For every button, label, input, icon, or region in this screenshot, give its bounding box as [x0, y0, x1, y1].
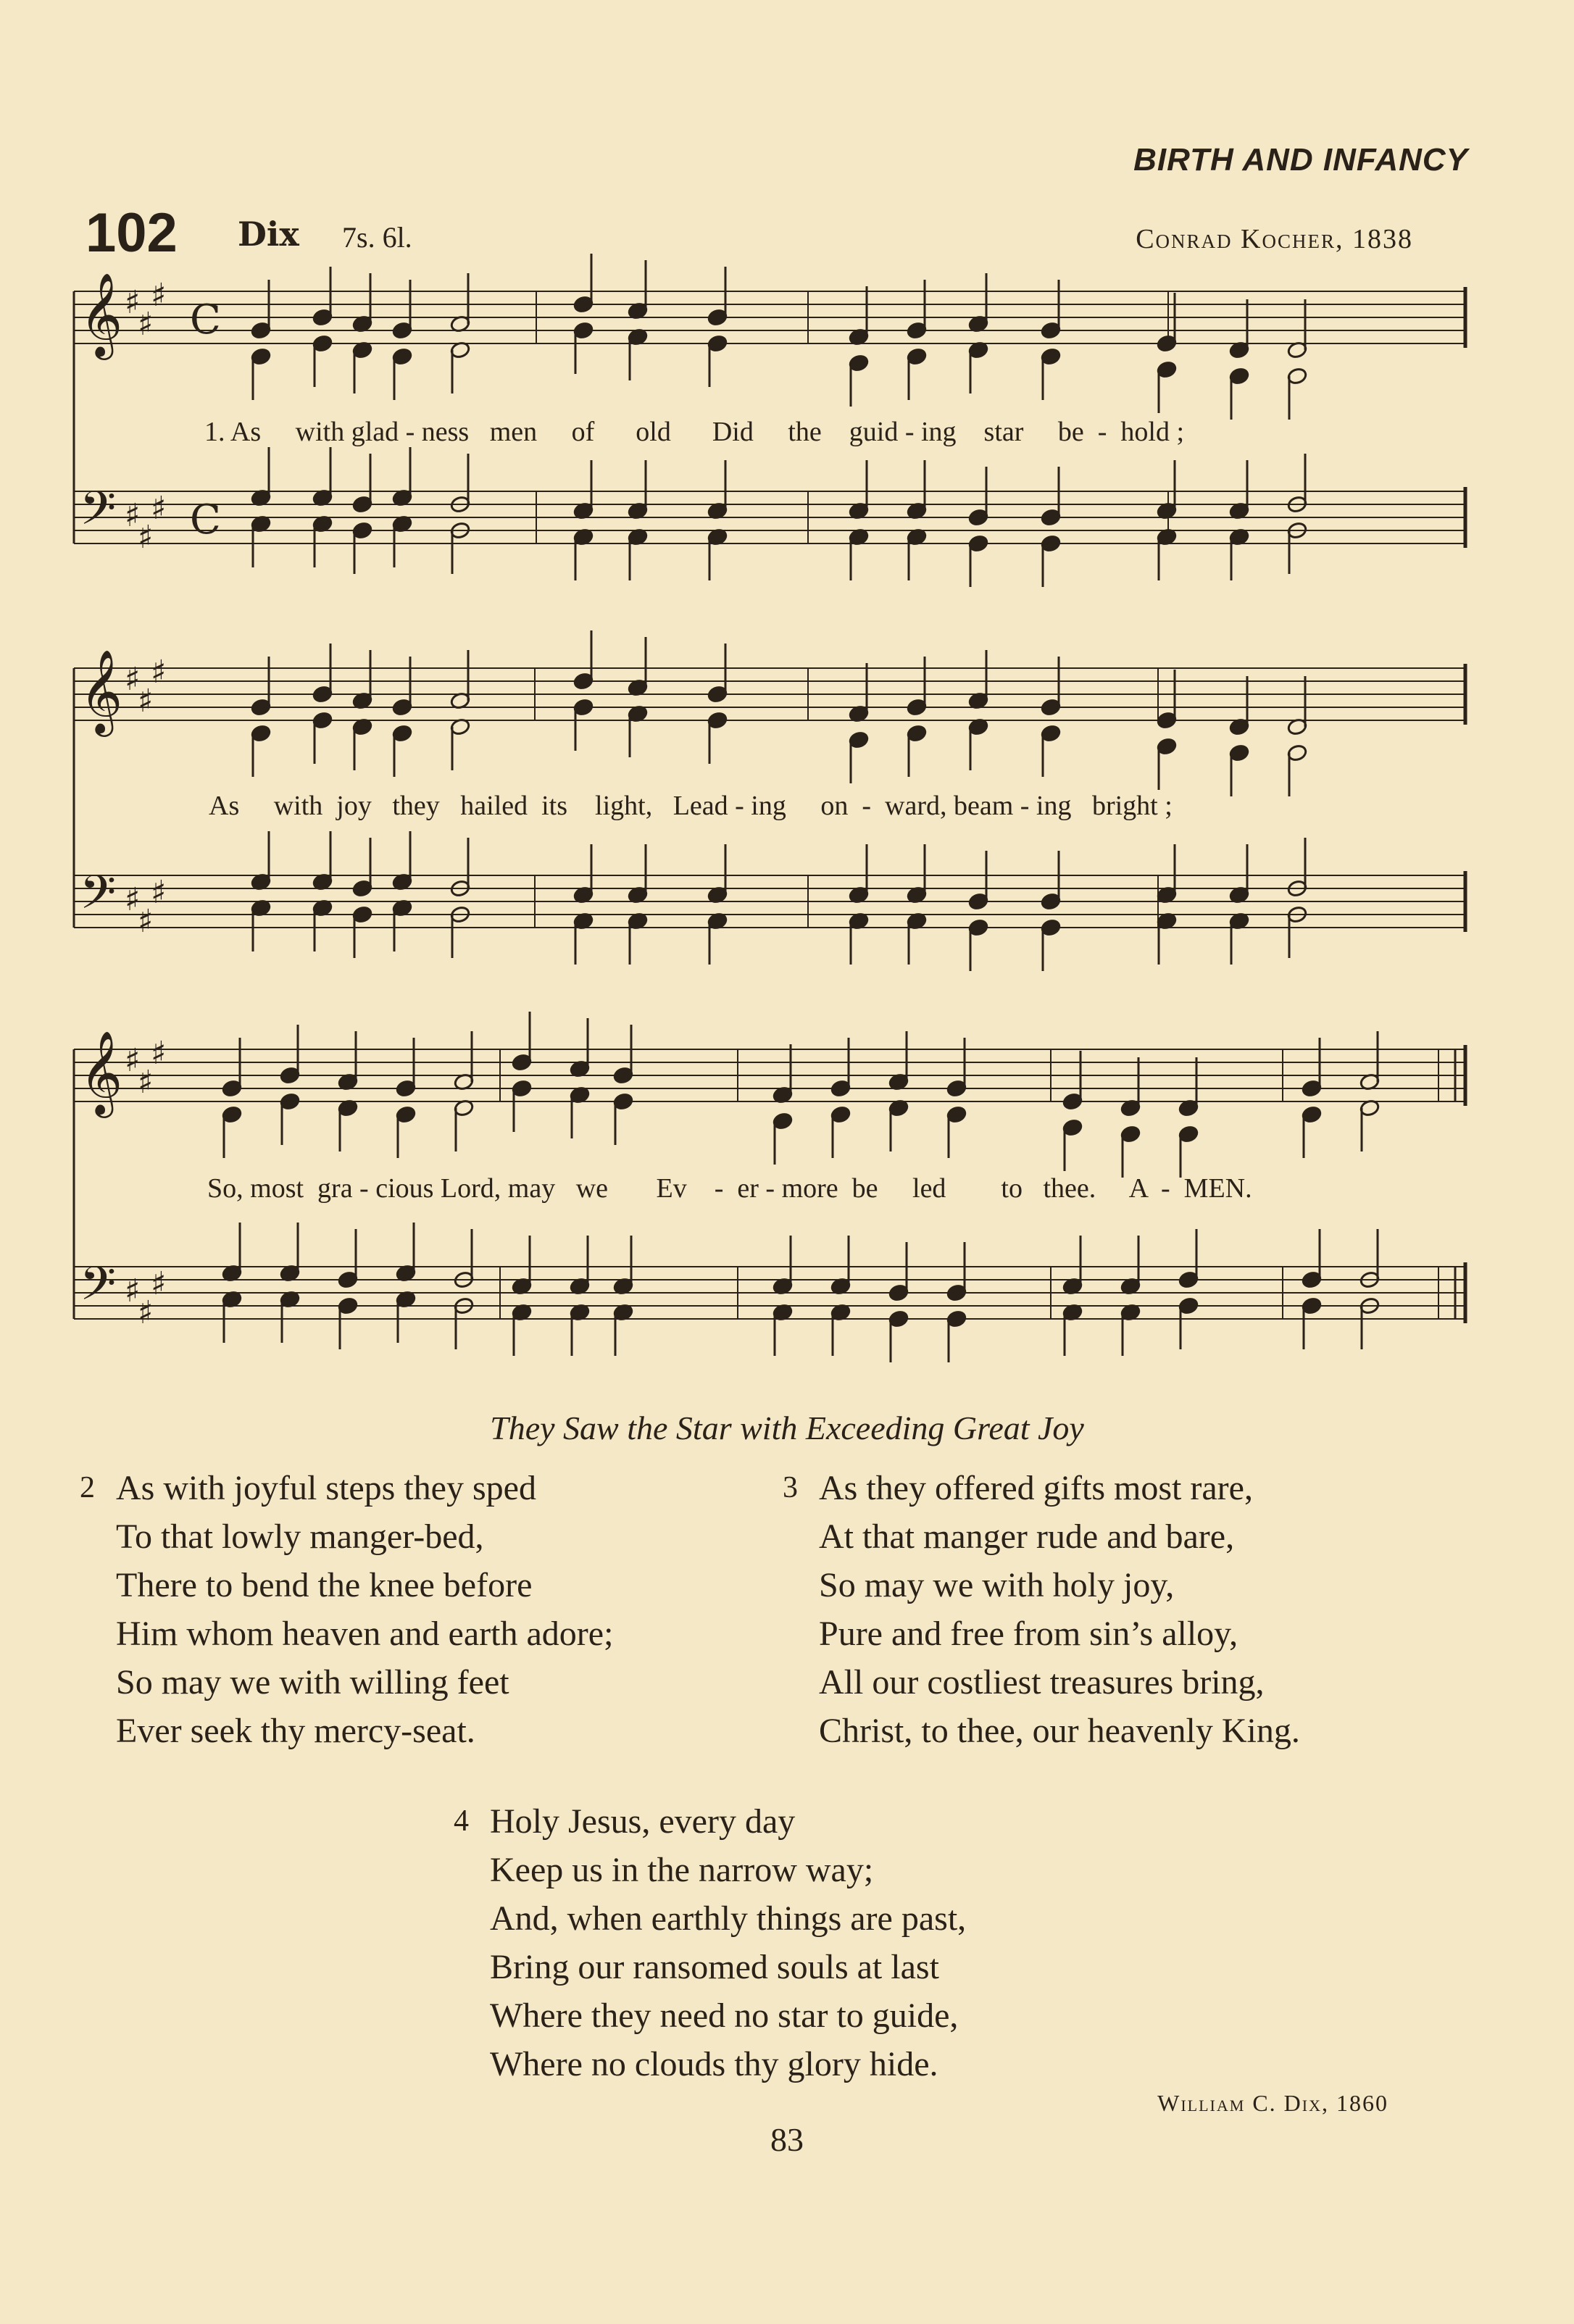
sharp-icon: ♯	[125, 497, 141, 534]
common-time-icon: C	[190, 496, 221, 543]
verse-3	[783, 1464, 1300, 1755]
verse-line: Pure and free from sin’s alloy,	[819, 1615, 1238, 1653]
verse-2	[80, 1464, 614, 1755]
author-credit: William C. Dix, 1860	[1157, 2090, 1388, 2116]
verse-line: Ever seek thy mercy-seat.	[116, 1712, 475, 1750]
sharp-icon: ♯	[138, 1064, 154, 1101]
bass-clef-icon: 𝄢	[80, 866, 117, 931]
sharp-icon: ♯	[151, 1035, 167, 1072]
verse-number: 2	[80, 1471, 95, 1504]
sharp-icon: ♯	[138, 519, 154, 556]
verse-line: Him whom heaven and earth adore;	[116, 1615, 614, 1653]
lyrics-line-1: 1. As with glad - ness men of old Did the guid - ing star be - hold ;	[204, 417, 1185, 447]
sharp-icon: ♯	[125, 1042, 141, 1079]
verse-line: As with joyful steps they sped	[116, 1469, 536, 1507]
verse-line: To that lowly manger-bed,	[116, 1517, 484, 1556]
bass-clef-icon: 𝄢	[80, 482, 117, 547]
verse-line: As they offered gifts most rare,	[819, 1469, 1253, 1507]
verse-4	[454, 1797, 967, 2088]
verse-number: 3	[783, 1471, 798, 1504]
sharp-icon: ♯	[125, 284, 141, 321]
stanza-heading: They Saw the Star with Exceeding Great Joy	[490, 1409, 1084, 1446]
lyrics-line-2: As with joy they hailed its light, Lead - ing on - ward, beam - ing bright ;	[209, 791, 1173, 821]
verse-line: Holy Jesus, every day	[490, 1802, 796, 1841]
verse-line: So may we with holy joy,	[819, 1566, 1175, 1604]
treble-clef-icon: 𝄞	[80, 272, 123, 357]
sharp-icon: ♯	[138, 1294, 154, 1331]
sharp-icon: ♯	[138, 306, 154, 343]
verse-line: And, when earthly things are past,	[490, 1899, 967, 1938]
verse-line: There to bend the knee before	[116, 1566, 533, 1604]
verse-number: 4	[454, 1804, 469, 1838]
verse-line: All our costliest treasures bring,	[819, 1663, 1265, 1702]
meter: 7s. 6l.	[342, 221, 412, 254]
sharp-icon: ♯	[151, 654, 167, 691]
sharp-icon: ♯	[125, 881, 141, 918]
lyrics-line-3: So, most gra - cious Lord, may we Ev - er - more be led to thee. A - MEN.	[207, 1173, 1252, 1204]
common-time-icon: C	[190, 296, 221, 343]
verse-line: Keep us in the narrow way;	[490, 1851, 874, 1889]
sharp-icon: ♯	[151, 1265, 167, 1302]
sharp-icon: ♯	[125, 1273, 141, 1309]
verse-line: At that manger rude and bare,	[819, 1517, 1235, 1556]
verse-line: Where no clouds thy glory hide.	[490, 2045, 938, 2083]
section-title: BIRTH AND INFANCY	[1133, 142, 1468, 178]
sharp-icon: ♯	[151, 874, 167, 911]
verse-line: Christ, to thee, our heavenly King.	[819, 1712, 1300, 1750]
bass-clef-icon: 𝄢	[80, 1257, 117, 1323]
tune-name: Dix	[238, 215, 299, 254]
verse-line: Bring our ransomed souls at last	[490, 1948, 939, 1986]
composer: Conrad Kocher, 1838	[1136, 224, 1413, 254]
sharp-icon: ♯	[138, 903, 154, 940]
sharp-icon: ♯	[151, 490, 167, 527]
sharp-icon: ♯	[125, 661, 141, 698]
hymn-number: 102	[86, 202, 178, 264]
page-number: 83	[770, 2121, 804, 2158]
treble-clef-icon: 𝄞	[80, 1030, 123, 1115]
sharp-icon: ♯	[151, 277, 167, 314]
verse-line: Where they need no star to guide,	[490, 1996, 959, 2035]
sharp-icon: ♯	[138, 683, 154, 720]
treble-clef-icon: 𝄞	[80, 649, 123, 733]
verse-line: So may we with willing feet	[116, 1663, 509, 1702]
